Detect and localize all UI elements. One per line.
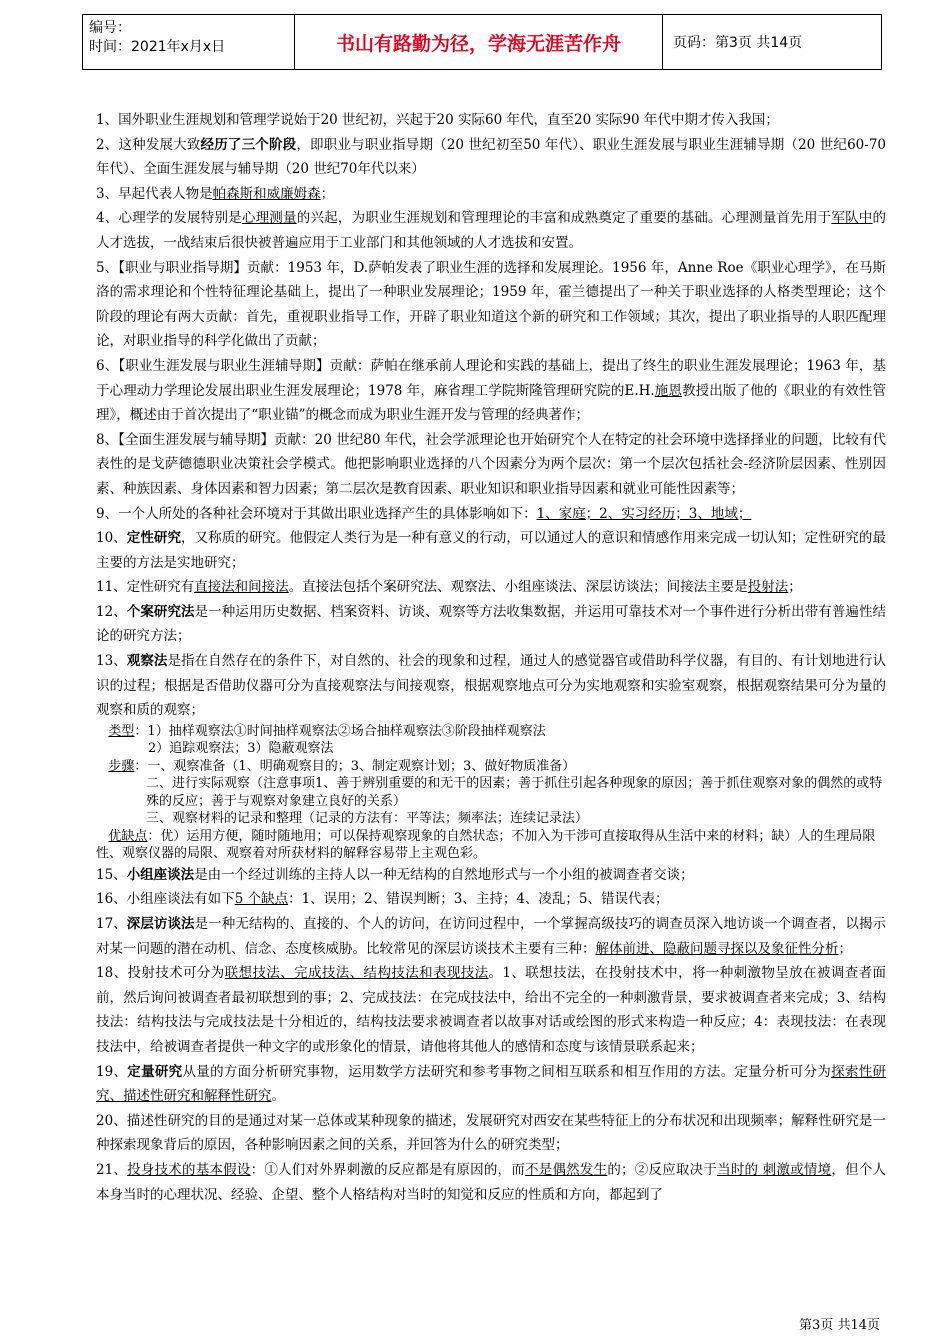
paragraph-8: 8、【全面生涯发展与辅导期】贡献：20 世纪80 年代，社会学派理论也开始研究个人在特定的社会环境中选择择业的问题，比较有代表性的是戈萨德德职业决策社会学模式。他把影响职业选择的八个因素分为两个层次：第一个层次包括社会-经济阶层因素、性别因素、种族因素、身体因素和智力因素；第二层次是教育因素、职业知识和职业指导因素和就业可能性因素等； [96,431,886,497]
header-meta [83,15,295,69]
paragraph-13: 13、观察法是指在自然存在的条件下，对自然的、社会的现象和过程，通过人的感觉器官或借助科学仪器，有目的、有计划地进行认识的过程；根据是否借助仪器可分为直接观察法与间接观察，根据观察地点可分为实地观察和实验室观察，根据观察结果可分为量的观察和质的观察； [96,653,887,719]
observation-steps-2: 二、进行实际观察（注意事项1、善于辨别重要的和无干的因素；善于抓住引起各种现象的原因；善于抓住观察对象的偶然的或特殊的反应；善于与观察对象建立良好的关系） [146,776,883,809]
paragraph-21: 21、投身技术的基本假设：①人们对外界刺激的反应都是有原因的，而不是偶然发生的；②反应取决于当时的 刺激或情境，但个人本身当时的心理状况、经验、企望、整个人格结构对当时的知觉和反应的性质和方向，都起到了 [96,1161,887,1203]
observation-types: 类型：1）抽样观察法①时间抽样观察法②场合抽样观察法③阶段抽样观察法 [108,723,546,739]
page-header [82,14,882,70]
observation-pros-cons: 优缺点：优）运用方便，随时随地用；可以保持观察现象的自然状态；不加入为干涉可直接取得从生活中来的材料；缺）人的生理局限性、观察仪器的局限、观察着对所获材料的解释容易带上主观色彩。 [96,828,876,862]
page-footer: 第3页 共14页 [799,1318,880,1333]
paragraph-19: 19、定量研究从量的方面分析研究事物，运用数学方法研究和参考事物之间相互联系和相互作用的方法。定量分析可分为探索性研究、描述性研究和解释性研究。 [96,1063,886,1105]
paragraph-2: 2、这种发展大致经历了三个阶段，即职业与职业指导期（20 世纪初至50 年代）、职业生涯发展与职业生涯辅导期（20 世纪60-70 年代）、全面生涯发展与辅导期（20 世纪70年代以来） [96,136,887,178]
time-label: 时间：2021年x月x日 [89,39,226,55]
document-body [96,108,886,1207]
paragraph-3: 3、早起代表人物是帕森斯和威廉姆森； [96,185,335,202]
number-label: 编号： [89,20,131,36]
paragraph-15: 15、小组座谈法是由一个经过训练的主持人以一种无结构的自然地形式与一个小组的被调查者交谈； [96,866,694,883]
observation-steps-3: 三、观察材料的记录和整理（记录的方法有：平等法；频率法；连续记录法） [146,811,589,827]
paragraph-17: 17、深层访谈法是一种无结构的、直接的、个人的访问，在访问过程中，一个掌握高级技巧的调查员深入地访谈一个调查者，以揭示对某一问题的潜在动机、信念、态度核威胁。比较常见的深层访谈技术主要有三种：解体前进、隐蔽问题寻探以及象征性分析； [96,916,886,957]
header-page-info: 页码：第3页 共14页 [673,35,803,51]
paragraph-6: 6、【职业生涯发展与职业生涯辅导期】贡献：萨帕在继承前人理论和实践的基础上，提出了终生的职业生涯发展理论；1963 年，基于心理动力学理论发展出职业生涯发展理论；1978 年，麻省理工学院斯隆管理研究院的E.H.施恩教授出版了他的《职业的有效性管理》，概述由于首次提出了“职业锚”的概念而成为职业生涯开发与管理的经典著作； [96,357,887,424]
observation-steps: 步骤：一、观察准备（1、明确观察目的；3、制定观察计划；3、做好物质准备） [108,758,576,774]
observation-types-2: 2）追踪观察法；3）隐蔽观察法 [148,741,334,757]
header-motto: 书山有路勤为径，学海无涯苦作舟 [295,15,663,69]
paragraph-16: 16、小组座谈法有如下5 个缺点：1、误用；2、错误判断；3、主持；4、凌乱；5、错误代表； [96,891,669,908]
paragraph-10: 10、定性研究，又称质的研究。他假定人类行为是一种有意义的行动，可以通过人的意识和情感作用来完成一切认知；定性研究的最主要的方法是实地研究； [96,530,886,571]
paragraph-11: 11、定性研究有直接法和间接法。直接法包括个案研究法、观察法、小组座谈法、深层访谈法；间接法主要是投射法； [96,579,802,596]
paragraph-4: 4、心理学的发展特别是心理测量的兴起，为职业生涯规划和管理理论的丰富和成熟奠定了重要的基础。心理测量首先用于军队中的人才选拔，一战结束后很快被普遍应用于工业部门和其他领域的人才选拔和安置。 [96,210,887,251]
paragraph-18: 18、投射技术可分为联想技法、完成技法、结构技法和表现技法。1、联想技法，在投射技术中，将一种刺激物呈放在被调查者面前，然后询问被调查者最初联想到的事；2、完成技法：在完成技法中，给出不完全的一种刺激背景，要求被调查者来完成；3、结构技法：结构技法与完成技法是十分相近的，结构技法要求被调查者以故事对话或绘图的形式来构造一种反应；4：表现技法：在表现技法中，给被调查者提供一种文字的或形象化的情景，请他将其他人的感情和态度与该情景联系起来； [96,965,886,1055]
paragraph-20: 20、描述性研究的目的是通过对某一总体或某种现象的描述，发展研究对西安在某些特征上的分布状况和出现频率；解释性研究是一种探索现象背后的原因，各种影响因素之间的关系，并回答为什么的研究类型； [96,1112,886,1154]
paragraph-12: 12、个案研究法是一种运用历史数据、档案资料、访谈、观察等方法收集数据，并运用可靠技术对一个事件进行分析出带有普遍性结论的研究方法； [96,603,886,645]
paragraph-5: 5、【职业与职业指导期】贡献：1953 年，D.萨帕发表了职业生涯的选择和发展理论。1956 年，Anne Roe《职业心理学》，在马斯洛的需求理论和个性特征理论基础上，提出了一种职业发展理论；1959 年，霍兰德提出了一种关于职业选择的人格类型理论；这个阶段的理论有两大贡献：首先，重视职业指导工作，开辟了职业知道这个新的研究和工作领域；其次，提出了职业指导的人职匹配理论，对职业指导的科学化做出了贡献； [96,259,886,350]
paragraph-9: 9、一个人所处的各种社会环境对于其做出职业选择产生的具体影响如下：1、家庭；2、实习经历；3、地域； [96,505,752,522]
paragraph-1: 1、国外职业生涯规划和管理学说始于20 世纪初，兴起于20 实际60 年代，直至20 实际90 年代中期才传入我国； [96,112,779,128]
